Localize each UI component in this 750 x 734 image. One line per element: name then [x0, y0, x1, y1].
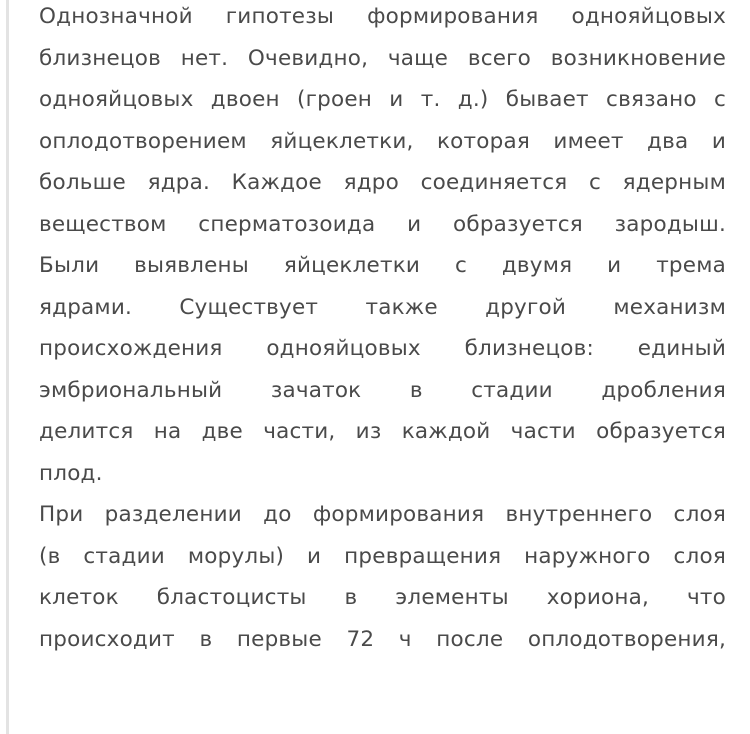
text-line: Однозначной гипотезы формирования однояйцовых — [39, 4, 726, 29]
text-line: эмбриональный зачаток в стадии дробления — [39, 377, 726, 403]
text-line: клеток бластоцисты в элементы хориона, что — [39, 585, 726, 610]
text-line: происхождения однояйцовых близнецов: единый — [39, 336, 726, 361]
text-line: больше ядра. Каждое ядро соединяется с ядерным — [39, 170, 726, 195]
text-line: (в стадии морулы) и превращения наружного слоя — [39, 543, 726, 569]
text-line: близнецов нет. Очевидно, чаще всего возникновение — [39, 45, 726, 71]
article-body — [39, 0, 726, 660]
paragraph-1 — [39, 0, 726, 494]
text-line: однояйцовых двоен (гроен и т. д.) бывает связано с — [39, 87, 726, 112]
text-line: ядрами. Существует также другой механизм — [39, 294, 726, 320]
paragraph-2 — [39, 494, 726, 660]
text-line: происходит в первые 72 ч после оплодотворения, — [39, 626, 726, 652]
text-line: При разделении до формирования внутреннего слоя — [39, 502, 726, 527]
text-line: делится на две части, из каждой части образуется — [39, 419, 726, 444]
text-line: плод. — [39, 460, 103, 486]
text-line: веществом сперматозоида и образуется зародыш. — [39, 211, 726, 237]
text-line: оплодотворением яйцеклетки, которая имеет два и — [39, 128, 726, 154]
left-border-rule — [6, 0, 9, 734]
text-line: Были выявлены яйцеклетки с двумя и трема — [39, 253, 726, 278]
